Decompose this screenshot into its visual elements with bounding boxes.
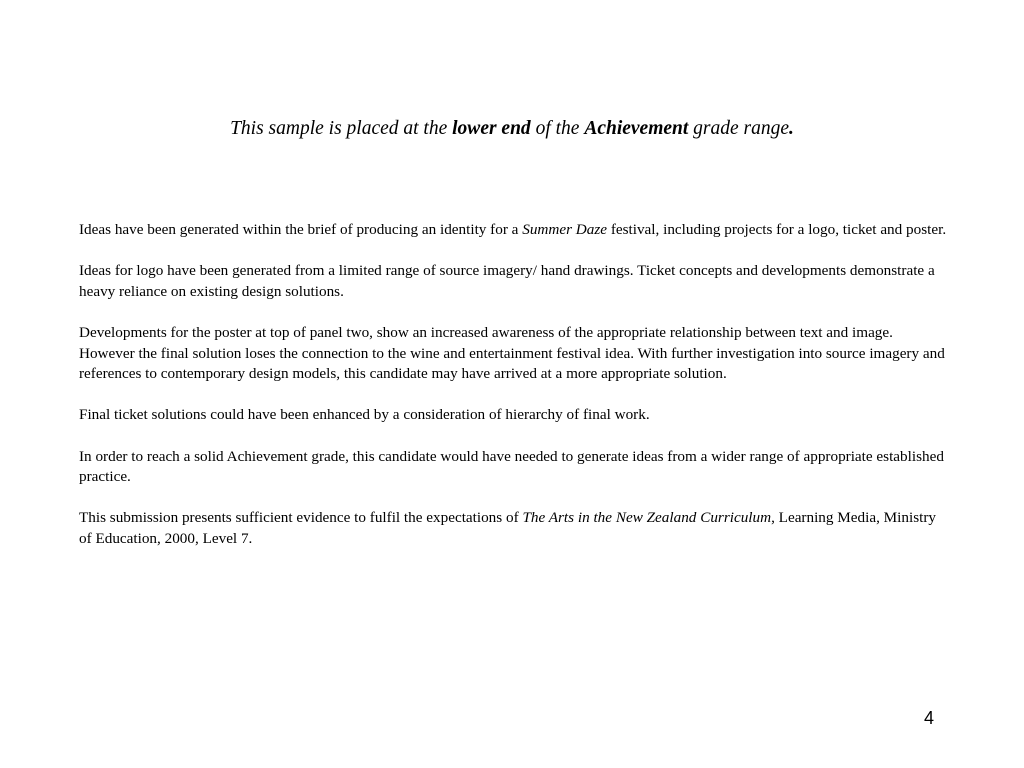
paragraph-brief-text-2: festival, including projects for a logo, ticket and poster.	[607, 221, 947, 238]
paragraph-logo: Ideas for logo have been generated from a limited range of source imagery/ hand drawings. Ticket concepts and developments demonstrate a heavy reliance on existing design solutions.	[79, 262, 935, 300]
paragraph-curriculum-text-1: This submission presents sufficient evidence to fulfil the expectations of	[79, 509, 523, 527]
heading-text-1: This sample is placed at the	[230, 118, 453, 139]
paragraph-brief	[79, 220, 949, 241]
paragraph-poster: Developments for the poster at top of panel two, show an increased awareness of the appropriate relationship between text and image. However the final solution loses the connection to the wine and entertainment festival idea. With further investigation into source imagery and references to contemporary design models, this candidate may have arrived at a more appropriate solution.	[79, 323, 945, 383]
heading-text-3: grade range	[688, 118, 790, 139]
paragraph-curriculum-text-2: , Learning Media, Ministry of Education, 2000, Level 7.	[79, 509, 936, 547]
festival-name: Summer Daze	[522, 221, 608, 238]
assessment-commentary	[79, 220, 949, 550]
heading-lower-end: lower end	[452, 118, 531, 139]
heading-text-2: of the	[530, 118, 585, 139]
curriculum-title: The Arts in the New Zealand Curriculum	[522, 509, 772, 527]
heading-period: .	[789, 118, 794, 139]
paragraph-brief-text-1: Ideas have been generated within the brief of producing an identity for a	[79, 221, 523, 238]
heading-achievement: Achievement	[584, 118, 689, 139]
paragraph-curriculum	[79, 508, 949, 549]
page-number: 4	[924, 708, 935, 728]
paragraph-ticket: Final ticket solutions could have been enhanced by a consideration of hierarchy of final work.	[79, 406, 650, 424]
page-heading	[0, 115, 1024, 143]
paragraph-achievement: In order to reach a solid Achievement grade, this candidate would have needed to generate ideas from a wider range of appropriate established practice.	[79, 447, 944, 486]
